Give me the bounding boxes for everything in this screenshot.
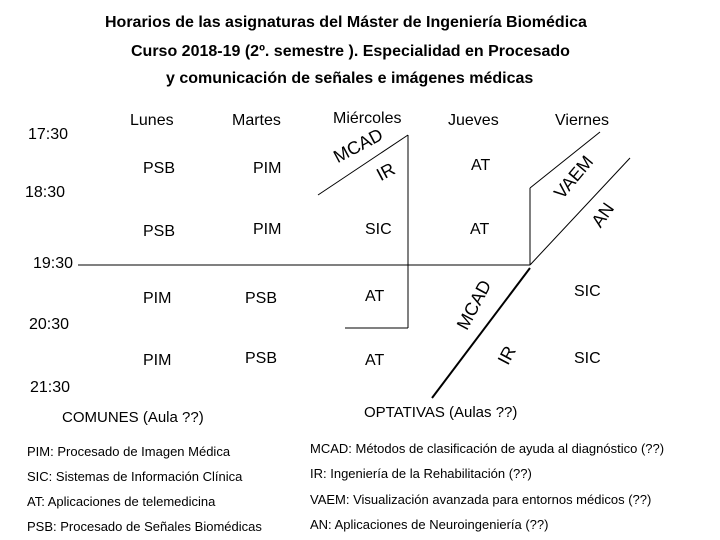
legend-optativas-item: AN: Aplicaciones de Neuroingeniería (??) xyxy=(310,517,549,532)
cell-r4-viernes: SIC xyxy=(574,350,601,367)
cell-r1-martes: PIM xyxy=(253,160,282,177)
cell-r2-viernes-an: AN xyxy=(587,198,619,231)
cell-r2-martes: PIM xyxy=(253,221,282,238)
time-label-2130: 21:30 xyxy=(30,379,71,396)
cell-r1-miercoles-ir: IR xyxy=(373,158,399,185)
time-label-1930: 19:30 xyxy=(33,255,74,272)
legend-optativas-item: IR: Ingeniería de la Rehabilitación (??) xyxy=(310,466,532,481)
cell-r3-jueves-mcad: MCAD xyxy=(452,276,496,333)
time-label-1730: 17:30 xyxy=(28,126,69,143)
day-header-lunes: Lunes xyxy=(130,112,174,129)
day-header-miercoles: Miércoles xyxy=(333,110,402,127)
cell-r4-martes: PSB xyxy=(245,350,278,367)
day-header-jueves: Jueves xyxy=(448,112,499,129)
cell-r1-viernes-vaem: VAEM xyxy=(549,151,598,203)
comunes-title: COMUNES (Aula ??) xyxy=(62,409,204,426)
optativas-title: OPTATIVAS (Aulas ??) xyxy=(364,404,518,421)
page-title-line3: y comunicación de señales e imágenes médicas xyxy=(166,70,534,87)
day-header-martes: Martes xyxy=(232,112,281,129)
cell-r3-viernes: SIC xyxy=(574,283,601,300)
cell-r2-miercoles: SIC xyxy=(365,221,392,238)
cell-r1-lunes: PSB xyxy=(143,160,176,177)
time-label-2030: 20:30 xyxy=(29,316,70,333)
cell-r2-jueves: AT xyxy=(470,221,490,238)
legend-optativas-item: MCAD: Métodos de clasificación de ayuda al diagnóstico (??) xyxy=(310,441,665,456)
cell-r2-lunes: PSB xyxy=(143,223,176,240)
cell-r3-miercoles: AT xyxy=(365,288,385,305)
cell-r3-lunes: PIM xyxy=(143,290,172,307)
page-title-line2: Curso 2018-19 (2º. semestre ). Especialidad en Procesado xyxy=(131,43,570,60)
day-header-viernes: Viernes xyxy=(555,112,609,129)
cell-r1-jueves: AT xyxy=(471,157,491,174)
time-label-1830: 18:30 xyxy=(25,184,66,201)
page-title-line1: Horarios de las asignaturas del Máster de Ingeniería Biomédica xyxy=(105,14,587,31)
legend-comunes-item: AT: Aplicaciones de telemedicina xyxy=(27,494,216,509)
cell-r4-lunes: PIM xyxy=(143,352,172,369)
legend-comunes-item: PSB: Procesado de Señales Biomédicas xyxy=(27,519,262,534)
cell-r1-miercoles-mcad: MCAD xyxy=(330,124,387,167)
legend-comunes-item: SIC: Sistemas de Información Clínica xyxy=(27,469,243,484)
cell-r4-miercoles: AT xyxy=(365,352,385,369)
legend-optativas-item: VAEM: Visualización avanzada para entornos médicos (??) xyxy=(310,492,652,507)
cell-r3-martes: PSB xyxy=(245,290,278,307)
legend-comunes-item: PIM: Procesado de Imagen Médica xyxy=(27,444,231,459)
cell-r4-jueves-ir: IR xyxy=(493,342,520,368)
